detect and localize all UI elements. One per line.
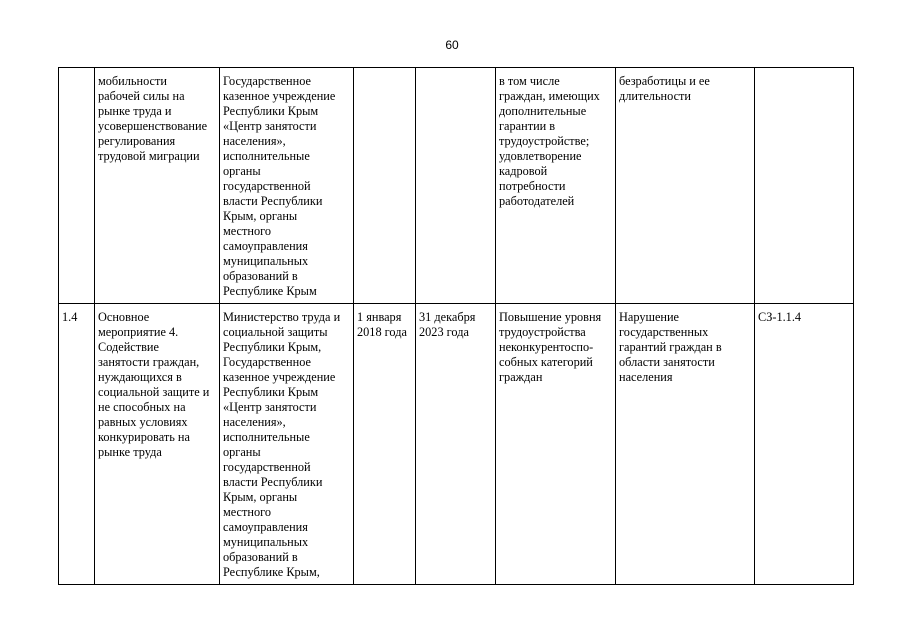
row-number-cell xyxy=(59,68,95,304)
consequences-cell: Нарушение государственных гарантий граждан в области занятости населения xyxy=(616,304,755,585)
program-measures-table xyxy=(58,67,854,585)
row-number-cell: 1.4 xyxy=(59,304,95,585)
expected-result-cell: в том числе граждан, имеющих дополнительные гарантии в трудоустройстве; удовлетворение кадровой потребности работодателей xyxy=(496,68,616,304)
page-number: 60 xyxy=(445,38,459,52)
consequences-cell: безработицы и ее длительности xyxy=(616,68,755,304)
start-date-cell: 1 января 2018 года xyxy=(354,304,416,585)
indicator-link-cell: СЗ-1.1.4 xyxy=(755,304,854,585)
table-row xyxy=(59,304,854,585)
measure-name-cell: мобильности рабочей силы на рынке труда и усовершенствование регулирования трудовой миграции xyxy=(95,68,220,304)
executor-cell: Государственное казенное учреждение Республики Крым «Центр занятости населения», исполнительные органы государственной власти Республики Крым, органы местного самоуправления муниципальных образований в Республике Крым xyxy=(220,68,354,304)
measure-name-cell: Основное мероприятие 4. Содействие занятости граждан, нуждающихся в социальной защите и не способных на равных условиях конкурировать на рынке труда xyxy=(95,304,220,585)
end-date-cell: 31 декабря 2023 года xyxy=(416,304,496,585)
executor-cell: Министерство труда и социальной защиты Республики Крым, Государственное казенное учреждение Республики Крым «Центр занятости населения», исполнительные органы государственной власти Республики Крым, органы местного самоуправления муниципальных образований в Республике Крым, xyxy=(220,304,354,585)
indicator-link-cell xyxy=(755,68,854,304)
start-date-cell xyxy=(354,68,416,304)
table-row xyxy=(59,68,854,304)
expected-result-cell: Повышение уровня трудоустройства неконкурентоспо- собных категорий граждан xyxy=(496,304,616,585)
end-date-cell xyxy=(416,68,496,304)
